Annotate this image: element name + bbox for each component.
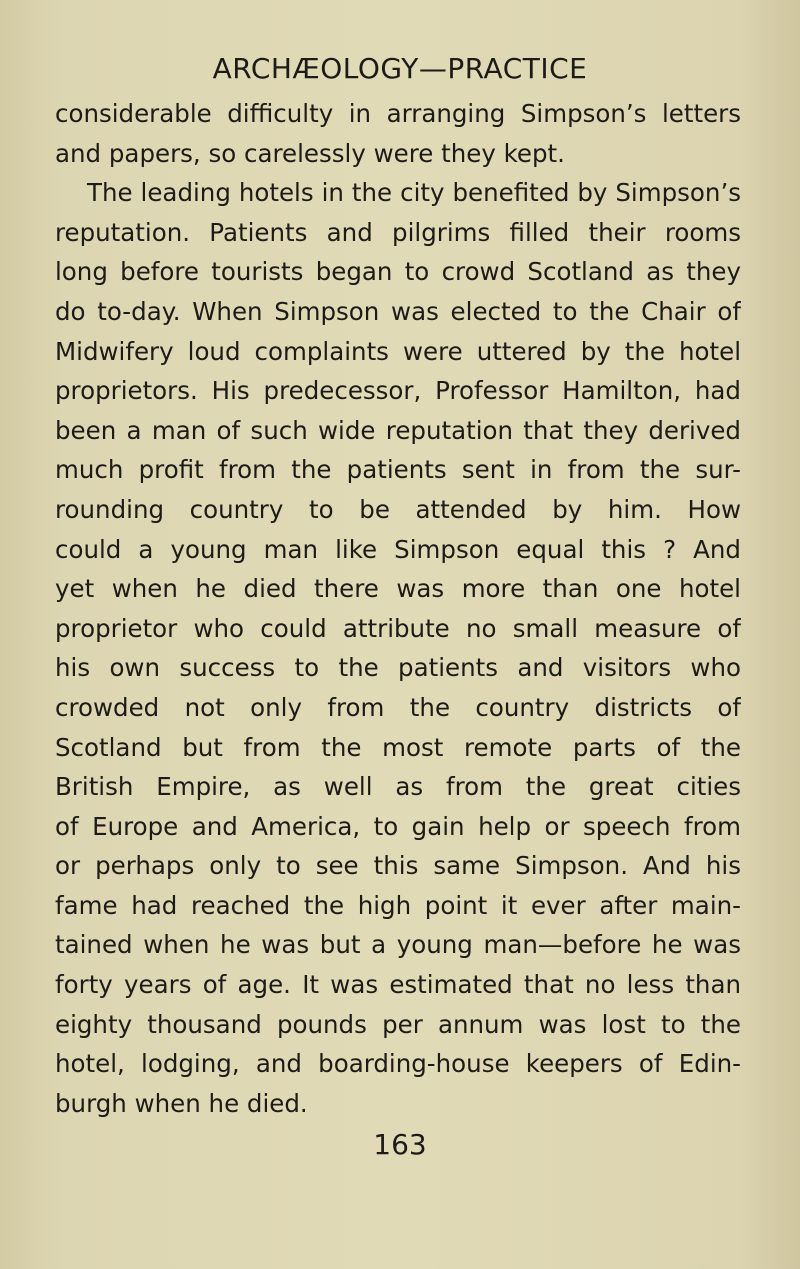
text-line: proprietors. His predecessor, Professor Hamilton, had [55,376,741,406]
text-line: burgh when he died. [55,1088,308,1118]
text-line: British Empire, as well as from the great cities [55,772,741,802]
text-line: of Europe and America, to gain help or speech from [55,811,741,841]
text-line: Midwifery loud complaints were uttered by the hotel [55,336,741,366]
page-number: 163 [373,1128,427,1161]
text-line: tained when he was but a young man—before he was [55,930,741,960]
text-line: yet when he died there was more than one hotel [55,574,741,604]
text-line: hotel, lodging, and boarding-house keepers of Edin- [55,1049,741,1079]
text-line: reputation. Patients and pilgrims filled their rooms [55,217,741,247]
text-line: Scotland but from the most remote parts of the [55,732,741,762]
text-line: forty years of age. It was estimated that no less than [55,970,741,1000]
text-line: The leading hotels in the city benefited by Simpson’s [87,178,741,208]
text-line: could a young man like Simpson equal this ? And [55,534,741,564]
text-line: his own success to the patients and visitors who [55,653,741,683]
text-line: eighty thousand pounds per annum was lost to the [55,1009,741,1039]
text-line: rounding country to be attended by him. How [55,494,741,524]
text-line: much profit from the patients sent in from the sur- [55,455,741,485]
text-line: or perhaps only to see this same Simpson. And his [55,851,741,881]
text-line: do to-day. When Simpson was elected to the Chair of [55,296,741,326]
text-line: crowded not only from the country districts of [55,692,741,722]
running-head: ARCHÆOLOGY—PRACTICE [212,52,588,85]
text-line: fame had reached the high point it ever after main- [55,890,741,920]
text-line: and papers, so carelessly were they kept. [55,138,565,168]
text-line: been a man of such wide reputation that they derived [55,415,741,445]
text-line: long before tourists began to crowd Scotland as they [55,257,741,287]
text-line: considerable difficulty in arranging Simpson’s letters [55,99,741,128]
body-text [55,94,741,1123]
text-line: proprietor who could attribute no small measure of [55,613,741,643]
